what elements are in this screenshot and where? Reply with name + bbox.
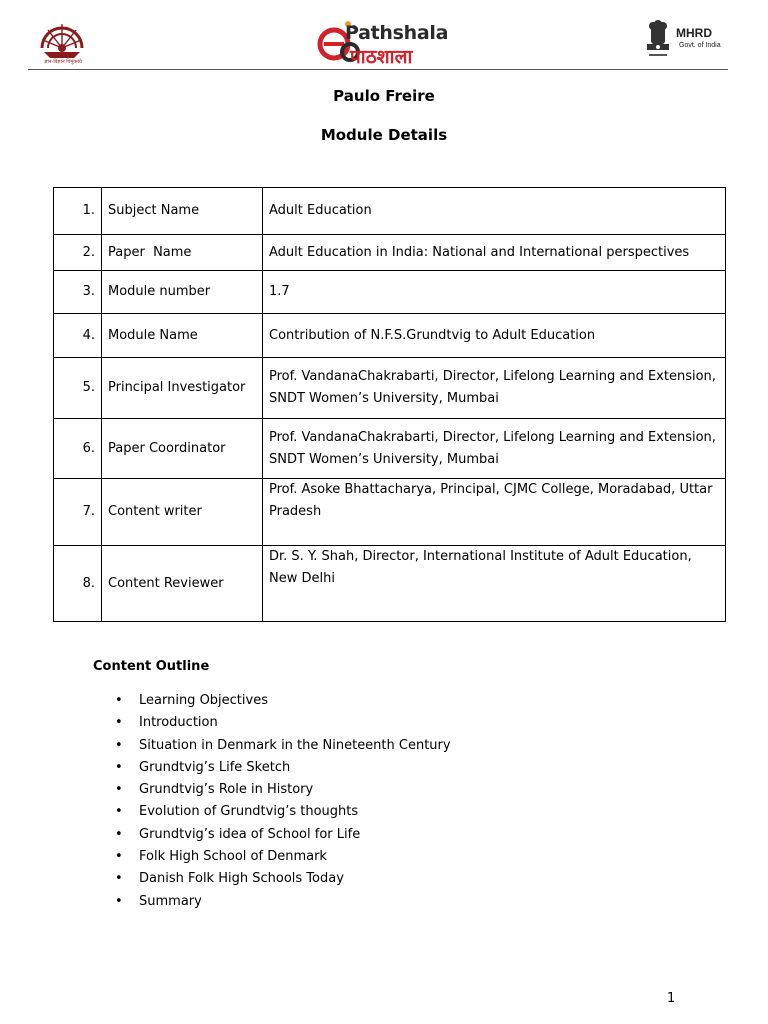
document-title: Paulo Freire: [333, 87, 435, 105]
brand-name-english: Pathshala: [345, 22, 449, 44]
list-item: [0, 824, 451, 846]
list-item-label: Introduction: [139, 715, 218, 731]
field-value: Prof. VandanaChakrabarti, Director, Lifelong Learning and Extension, SNDT Women’s University, Mumbai: [263, 419, 726, 479]
row-number: 8.: [54, 546, 102, 622]
page-header: [0, 0, 768, 72]
field-name: Subject Name: [102, 188, 263, 235]
field-name: Paper Coordinator: [102, 419, 263, 479]
list-item-label: Evolution of Grundtvig’s thoughts: [139, 804, 359, 820]
table-row: [54, 358, 726, 419]
list-item: [0, 757, 451, 779]
list-item-label: Danish Folk High Schools Today: [139, 871, 344, 887]
field-name: Module number: [102, 271, 263, 314]
field-name: Content writer: [102, 479, 263, 546]
bullet-icon: •: [115, 715, 123, 731]
field-name: Module Name: [102, 314, 263, 358]
list-item: [0, 690, 451, 712]
table-row: [54, 479, 726, 546]
bullet-icon: •: [115, 849, 123, 865]
table-row: [54, 314, 726, 358]
row-number: 2.: [54, 235, 102, 271]
table-row: [54, 271, 726, 314]
table-row: [54, 188, 726, 235]
bullet-icon: •: [115, 737, 123, 753]
list-item-label: Grundtvig’s Role in History: [139, 782, 314, 798]
national-emblem-icon: [641, 18, 675, 64]
module-details-table: [53, 187, 726, 622]
list-item: [0, 891, 451, 913]
list-item-label: Folk High School of Denmark: [139, 849, 327, 865]
field-value: Adult Education in India: National and International perspectives: [263, 235, 726, 271]
table-row: [54, 546, 726, 622]
bullet-icon: •: [115, 693, 123, 708]
field-value: Prof. VandanaChakrabarti, Director, Lifelong Learning and Extension, SNDT Women’s University, Mumbai: [263, 358, 726, 419]
field-value: 1.7: [263, 271, 726, 314]
list-item: [0, 846, 451, 868]
table-row: [54, 235, 726, 271]
field-value: Contribution of N.F.S.Grundtvig to Adult Education: [263, 314, 726, 358]
table-row: [54, 419, 726, 479]
field-value: Adult Education: [263, 188, 726, 235]
page-number: 1: [667, 991, 676, 1006]
bullet-icon: •: [115, 804, 123, 820]
list-item: [0, 868, 451, 890]
bullet-icon: •: [115, 782, 123, 798]
row-number: 1.: [54, 188, 102, 235]
bullet-icon: •: [115, 893, 123, 909]
content-outline-heading: Content Outline: [93, 659, 210, 674]
ministry-name: MHRD: [676, 26, 712, 40]
field-name: Content Reviewer: [102, 546, 263, 622]
bullet-icon: •: [115, 871, 123, 887]
emblem-motto: ज्ञान-विज्ञान विमुक्तये: [44, 59, 82, 65]
row-number: 6.: [54, 419, 102, 479]
list-item: [0, 779, 451, 801]
list-item-label: Learning Objectives: [139, 693, 268, 708]
header-divider: [28, 69, 728, 70]
bullet-icon: •: [115, 826, 123, 842]
field-value: Prof. Asoke Bhattacharya, Principal, CJMC College, Moradabad, Uttar Pradesh: [263, 479, 726, 546]
list-item-label: Grundtvig’s idea of School for Life: [139, 826, 361, 842]
list-item-label: Situation in Denmark in the Nineteenth Century: [139, 737, 451, 753]
field-name: Paper Name: [102, 235, 263, 271]
bullet-icon: •: [115, 759, 123, 775]
list-item: [0, 735, 451, 757]
row-number: 4.: [54, 314, 102, 358]
field-name: Principal Investigator: [102, 358, 263, 419]
row-number: 5.: [54, 358, 102, 419]
list-item-label: Summary: [139, 893, 202, 909]
list-item-label: Grundtvig’s Life Sketch: [139, 759, 291, 775]
brand-name-hindi: पाठशाला: [350, 46, 413, 68]
list-item: [0, 712, 451, 734]
ministry-subtitle: Govt. of India: [679, 42, 721, 49]
row-number: 3.: [54, 271, 102, 314]
field-value: Dr. S. Y. Shah, Director, International Institute of Adult Education, New Delhi: [263, 546, 726, 622]
section-title: Module Details: [320, 126, 448, 144]
list-item: [0, 801, 451, 823]
row-number: 7.: [54, 479, 102, 546]
content-outline-list: [0, 690, 451, 913]
